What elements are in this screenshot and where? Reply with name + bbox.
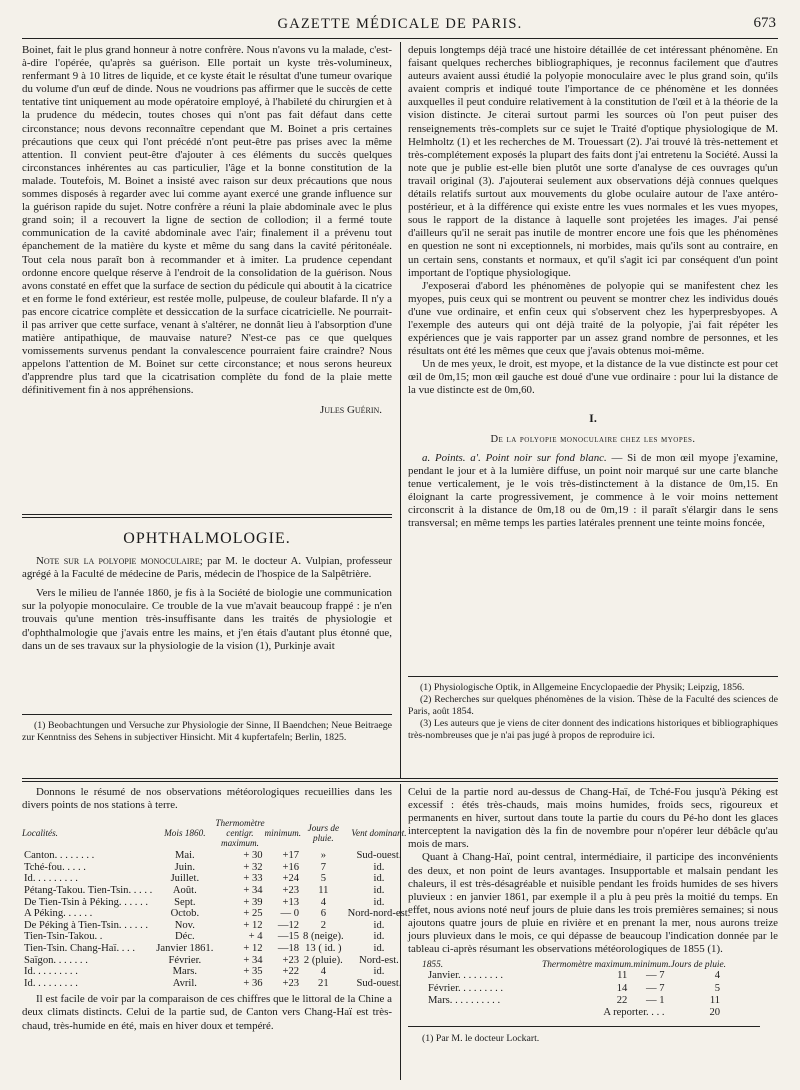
table-cell: Juillet. <box>170 873 200 885</box>
table-cell: 11 <box>709 995 721 1007</box>
table-cell: » <box>320 850 326 862</box>
table-cell: id. <box>373 861 385 873</box>
table-cell: + 32 <box>243 861 263 873</box>
footnote: (3) Les auteurs que je viens de citer donnent des indications historiques et bibliographiques très-nombreuses que je n'ai pas jugé à propos de reproduire ici. <box>408 718 778 741</box>
table-cell: — 7 <box>646 970 665 982</box>
left-column-upper <box>22 44 392 512</box>
bottom-right-column <box>408 786 778 1082</box>
weather-table-1855 <box>422 960 726 1020</box>
column-header: Localités. <box>22 828 58 839</box>
article-paragraph: J'exposerai d'abord les phénomènes de polyopie qui se manifestent chez les myopes, puis ceux qui se montrent ou peuvent se montrer chez les individus doués d'une vue ordinaire, et enfin ceux qui s'observent chez les hyperpresbyopes. A l'exemple des auteurs qui ont déjà traité de la polyopie, j'ai fait répéter les expériences que je vais rapporter par un assez grand nombre de personnes, et les résultats ont été les mêmes que ceux que j'avais obtenus moi-même. <box>408 279 778 358</box>
table-cell: 14 <box>616 982 628 994</box>
table-cell: Sud-ouest. <box>356 977 402 989</box>
column-header: Jours de pluie. <box>307 823 340 844</box>
table-cell: A Péking. . . . . . <box>24 908 93 920</box>
paragraph-text: — Si de mon œil myope j'examine, pendant le jour et à la lumière diffuse, un point noir marqué sur une carte blanche tenue verticalement, je le vois très-distinctement à la distance de 0m,15. En éloignant la carte progressivement, je commence à le voir moins nettement circonscrit à la distance de 0m,18 ou de 0m,19 : il paraît s'élargir dans le sens transversal; en même temps les parties latérales prennent une teinte moins foncée, <box>408 451 778 530</box>
table-row <box>22 943 412 955</box>
table-cell: Canton. . . . . . . . <box>24 850 95 862</box>
table-cell: 13 ( id. ) <box>305 942 342 954</box>
article-paragraph: Vers le milieu de l'année 1860, je fis à la Société de biologie une communication sur la polyopie monoculaire. Ce trouble de la vue m'avait beaucoup frappé : je n'en trouvais qu'une mention très-insuffisante dans les traités de physiologie et d'ophthalmologie que j'avais entre les mains, et j'en étais d'autant plus étonné que, dans un de ses travaux sur la physiologie de la vision (1), Purkinje avait <box>22 587 392 652</box>
article-heading-rest: ; par M. le docteur A. Vulpian, professeur agrégé à la Faculté de médecine de Paris, médecin de l'hospice de la Salpêtrière. <box>22 555 392 581</box>
table-cell: Avril. <box>172 977 197 989</box>
footnote: (1) Physiologische Optik, in Allgemeine Encyclopaedie der Physik; Leipzig, 1856. <box>420 682 745 693</box>
table-cell: — 7 <box>646 982 665 994</box>
table-row <box>22 897 412 909</box>
column-header: minimum. <box>633 960 671 971</box>
column-header: Mois 1860. <box>164 828 206 839</box>
table-cell: Juin. <box>174 861 195 873</box>
table-cell: 2 <box>320 919 326 931</box>
table-row <box>22 955 412 967</box>
left-footnotes <box>22 720 392 770</box>
table-row <box>422 983 726 995</box>
table-cell: +22 <box>282 966 300 978</box>
article-paragraph: Un de mes yeux, le droit, est myope, et la distance de la vue distincte est pour cet œil de 0m,15; mon œil gauche est doué d'une vue ordinaire : pour lui la distance de la vue distincte est de 0m,60. <box>408 358 778 397</box>
table-cell: id. <box>373 896 385 908</box>
table-cell: Sept. <box>174 896 196 908</box>
table-row <box>22 966 412 978</box>
table-cell: Février. <box>168 954 202 966</box>
weather-table-header <box>22 818 412 850</box>
table-cell: +13 <box>282 896 300 908</box>
table-row <box>22 862 412 874</box>
table-row <box>22 931 412 943</box>
column-header: 1855. <box>422 960 444 971</box>
feuilleton-rule <box>22 781 778 782</box>
table-cell: — 0 <box>280 908 300 920</box>
table-cell: 11 <box>318 884 329 896</box>
table-cell: De Péking à Tien-Tsin. . . . . . <box>24 919 149 931</box>
carry-forward-value: 20 <box>709 1007 721 1019</box>
table-cell: 22 <box>616 995 628 1007</box>
table-intro: Donnons le résumé de nos observations météorologiques recueillies dans les divers points de nos stations à terre. <box>22 786 392 812</box>
table-cell: —18 <box>277 942 300 954</box>
table-cell: Id. . . . . . . . . <box>24 966 78 978</box>
table-cell: 6 <box>320 908 326 920</box>
footnote-rule <box>408 676 778 677</box>
table-cell: + 25 <box>243 908 263 920</box>
table-cell: 4 <box>320 966 326 978</box>
article-heading <box>22 555 392 581</box>
carry-forward-row <box>422 1007 726 1019</box>
table-cell: +23 <box>282 977 300 989</box>
table-cell: Id. . . . . . . . . <box>24 977 78 989</box>
table-row <box>22 920 412 932</box>
page-header <box>22 14 778 36</box>
column-header: Jours de pluie. <box>670 960 727 971</box>
footnote-rule <box>22 714 392 715</box>
bottom-left-column <box>22 786 411 1082</box>
table-cell: Id. . . . . . . . . <box>24 873 78 885</box>
table-cell: 4 <box>714 970 721 982</box>
footnote: (2) Recherches sur quelques phénomènes de la vision. Thèse de la Faculté des sciences de Paris, août 1854. <box>408 694 778 717</box>
table-cell: 2 (pluie). <box>303 954 343 966</box>
table-cell: —15 <box>277 931 300 943</box>
rubric-title: OPHTHALMOLOGIE. <box>123 530 291 547</box>
table-cell: Nord-est. <box>359 954 399 966</box>
table-cell: Octob. <box>170 908 200 920</box>
table-cell: + 34 <box>243 954 263 966</box>
right-column-upper <box>408 44 778 674</box>
table-cell: 8 (neige). <box>303 931 344 943</box>
table-cell: + 39 <box>243 896 263 908</box>
table-row <box>22 873 412 885</box>
column-header: Thermomètre centigr. maximum. <box>215 818 265 849</box>
table-cell: id. <box>373 966 385 978</box>
column-header: Thermomètre maximum. <box>542 960 634 971</box>
table-cell: 4 <box>320 896 326 908</box>
journal-title: GAZETTE MÉDICALE DE PARIS. <box>277 16 523 32</box>
section-rule <box>22 517 392 518</box>
right-footnotes <box>408 682 778 772</box>
section-rule <box>22 514 392 515</box>
footnote-rule <box>408 1026 760 1027</box>
table-cell: 5 <box>320 873 326 885</box>
table-cell: + 30 <box>243 850 263 862</box>
table-cell: Août. <box>172 884 197 896</box>
table-row <box>22 885 412 897</box>
weather-table <box>22 818 412 989</box>
table-cell: Janvier 1861. <box>156 942 214 954</box>
table-cell: Mai. <box>174 850 195 862</box>
article-paragraph: depuis longtemps déjà tracé une histoire détaillée de cet intéressant phénomène. En faisant quelques recherches bibliographiques, je reconnus facilement que d'autres auteurs avaient aussi étudié la polyopie monoculaire avec le plus grand soin, qu'ils avaient compris et indiqué toute l'importance de ce phénomène et les données auxquelles il peut conduire relativement à la constitution de l'œil et à la théorie de la vision distincte. Je citerai surtout parmi les sources où l'on peut puiser des renseignements très-complets sur ce sujet le Traité d'optique physiologique de M. Helmholtz (1) et les recherches de M. Trouessart (2). J'ai trouvé là très-nettement et très-complétement exposés la plupart des faits dont j'ai entretenu la Société. Aussi la note que je publie est-elle bien plutôt une sorte d'analyse de ces ouvrages qu'un travail original (3). J'ajouterai seulement aux observations déjà connues quelques détails relatifs surtout aux mouvements du globe oculaire autour de l'axe antéro-postérieur, et à la différence qui existe entre les vues normales et les vues myopes, sous le rapport de la distance à laquelle sont projetées les images. J'ai pensé d'ailleurs qu'il ne serait pas inutile de montrer encore une fois que les phénomènes en question ne sont ni exceptionnels, ni morbides, mais qu'ils sont au contraire, en un certain sens, constants et normaux, et qu'il s'agit ici par conséquent d'un point important de l'optique physiologique. <box>408 44 778 279</box>
table-cell: Mars. . . . . . . . . . <box>428 995 501 1007</box>
table-cell: Déc. <box>174 931 195 943</box>
table-cell: id. <box>373 873 385 885</box>
column-divider-upper <box>400 42 401 778</box>
table-cell: + 12 <box>243 919 263 931</box>
table-cell: 7 <box>320 861 326 873</box>
header-rule <box>22 38 778 39</box>
left-column-article <box>22 522 392 712</box>
table-cell: Tien-Tsin. Chang-Haï. . . . <box>24 942 135 954</box>
feuilleton-rule <box>22 778 778 779</box>
weather-table-body <box>22 850 412 989</box>
table-outro: Il est facile de voir par la comparaison de ces chiffres que le littoral de la Chine a deux climats distincts. Celui de la partie sud, de Canton vers Chang-Haï est très-chaud, très-humide en été, mais en hiver doux et tempéré. <box>22 993 392 1032</box>
table-cell: Tché-fou. . . . . <box>24 861 86 873</box>
table-cell: + 34 <box>243 884 263 896</box>
table-cell: + 4 <box>248 931 263 943</box>
table-cell: Nov. <box>174 919 195 931</box>
table-cell: Février. . . . . . . . . <box>428 982 504 994</box>
table-row <box>22 850 412 862</box>
table-row <box>22 908 412 920</box>
table-cell: +16 <box>282 861 300 873</box>
table-row <box>22 978 412 990</box>
table-cell: id. <box>373 884 385 896</box>
table-cell: + 12 <box>243 942 263 954</box>
table-cell: id. <box>373 931 385 943</box>
table-cell: — 1 <box>646 995 665 1007</box>
weather-table-1855-body <box>422 970 726 1007</box>
table-cell: +24 <box>282 873 300 885</box>
carry-forward-label: A reporter. . . . <box>603 1007 665 1019</box>
article-paragraph: Boinet, fait le plus grand honneur à notre confrère. Nous n'avons vu la malade, c'est-à-dire l'opérée, qu'après sa guérison. Elle portait un kyste très-volumineux, renfermant 9 à 10 litres de liquide, et ce kyste était le résultat d'une tumeur ovarique du volume d'un œuf de dinde. Nous ne voudrions pas affirmer que le succès de cette tentative tint uniquement au mode opératoire employé, à l'habileté du chirurgien et à la prudence du médecin, toutes choses qui n'ont pas fait défaut dans cette circonstance; nous devons reconnaître cependant que M. Boinet a pris certaines précautions que ceux qui l'ont précédé n'ont peut-être pas prises avec la même attention. Il convient peut-être d'ajouter à ces éléments du succès quelques circonstances inhérentes au cas particulier, l'âge et la bonne constitution de la malade. Toutefois, M. Boinet a insisté avec raison sur deux précautions que nous sommes disposés à regarder avec lui comme ayant exercé une grande influence sur la guérison rapide du sujet. Notre confrère a réuni la plaie abdominale avec le plus grand soin; il a recouvert la ligne de section de collodion; il a fermé toute communication de la cavité abdominale avec l'air; finalement il a prévenu tout épanchement de la matière du kyste et même du sang dans la cavité péritonéale. Tout cela nous paraît bon à recommander et à imiter. La prudence cependant ordonne encore quelque réserve à l'endroit de la consolidation de la guérison. Nous avons constaté en effet que la surface de section du pédicule qui aboutit à la cicatrice et en forme le fond extérieur, est restée molle, pulpeuse, de couleur blafarde. Il n'y a pas encore cicatrice complète et dessiccation de la surface cicatricielle. Ne pourrait-il pas arriver que cette surface, venant à s'altérer, ne donnât lieu à l'absorption d'une matière antipathique, de mauvaise nature? N'est-ce pas ce que quelques vomissements survenus pendant la convalescence pourraient faire craindre? Nous appelons l'attention de M. Boinet sur cette circonstance; et nous serons heureux d'apprendre plus tard que la cicatrisation complète du fond de la plaie mette définitivement fin à nos appréhensions. <box>22 44 392 397</box>
article-heading-label: Note sur la polyopie monoculaire <box>36 555 200 568</box>
table-cell: +23 <box>282 884 300 896</box>
author-signature: Jules Guérin. <box>320 403 382 416</box>
section-title: De la polyopie monoculaire chez les myopes. <box>490 433 696 445</box>
table-cell: Janvier. . . . . . . . . <box>428 970 504 982</box>
table-row <box>422 995 726 1007</box>
table-cell: De Tien-Tsin à Péking. . . . . . <box>24 896 149 908</box>
table-cell: 11 <box>617 970 628 982</box>
section-number: I. <box>589 410 597 425</box>
table-cell: —12 <box>277 919 300 931</box>
table-cell: 21 <box>318 977 329 989</box>
table-cell: Nord-nord-est. <box>347 908 411 920</box>
table-cell: id. <box>373 919 385 931</box>
page-number: 673 <box>753 15 776 31</box>
table-cell: 5 <box>714 982 721 994</box>
article-paragraph: Quant à Chang-Haï, point central, intermédiaire, il participe des inconvénients des deux, et non point de leurs avantages. Insupportable et malsain pendant les chaleurs, il est très-désagréable et nuisible pendant les froids humides de ses hivers pluvieux : en janvier 1861, par exemple il a plu à peu près la moitié du temps. En effet, nous avions noté neuf jours de pluie dans les trois premières semaines; si nous ajoutons quatre jours de pluie en rivière et en prenant la mer, nous aurons treize jours pluvieux dans le mois, ce qui dépasse de beaucoup l'indication donnée par le tableau ci-après résumant les observations météorologiques de 1855 (1). <box>408 851 778 956</box>
column-header: minimum. <box>264 828 302 839</box>
table-cell: Saïgon. . . . . . . <box>24 954 88 966</box>
table-cell: + 33 <box>243 873 263 885</box>
table-cell: + 35 <box>243 966 263 978</box>
article-paragraph: Celui de la partie nord au-dessus de Chang-Haï, de Tché-Fou jusqu'à Péking est excessif : étés très-chauds, mais moins humides, froids secs, rigoureux et permanents en hiver, surtout dans toute la partie du cours du Pé-ho dont les glaces interceptent la navigation dès la fin de novembre pour n'opérer leur débâcle qu'au mois de mars. <box>408 786 778 851</box>
table-cell: Mars. <box>172 966 198 978</box>
table-cell: id. <box>373 942 385 954</box>
column-header: Vent dominant. <box>351 828 407 839</box>
weather-table-1855-header <box>422 960 726 970</box>
table-cell: Sud-ouest. <box>356 850 402 862</box>
table-cell: +23 <box>282 954 300 966</box>
table-cell: +17 <box>282 850 300 862</box>
article-paragraph <box>408 452 778 531</box>
footnote: (1) Beobachtungen und Versuche zur Physiologie der Sinne, II Baendchen; Neue Beitraege zur Kenntniss des Sehens in subjectiver Hinsicht. Mit 4 kupfertafeln; Berlin, 1825. <box>22 720 392 743</box>
table-row <box>422 970 726 982</box>
paragraph-label: a. Points. a'. Point noir sur fond blanc. <box>422 451 607 464</box>
table-cell: Tien-Tsin-Takou. . <box>24 931 103 943</box>
table-cell: + 36 <box>243 977 263 989</box>
footnote: (1) Par M. le docteur Lockart. <box>422 1032 540 1044</box>
table-cell: Pétang-Takou. Tien-Tsin. . . . . <box>24 884 153 896</box>
